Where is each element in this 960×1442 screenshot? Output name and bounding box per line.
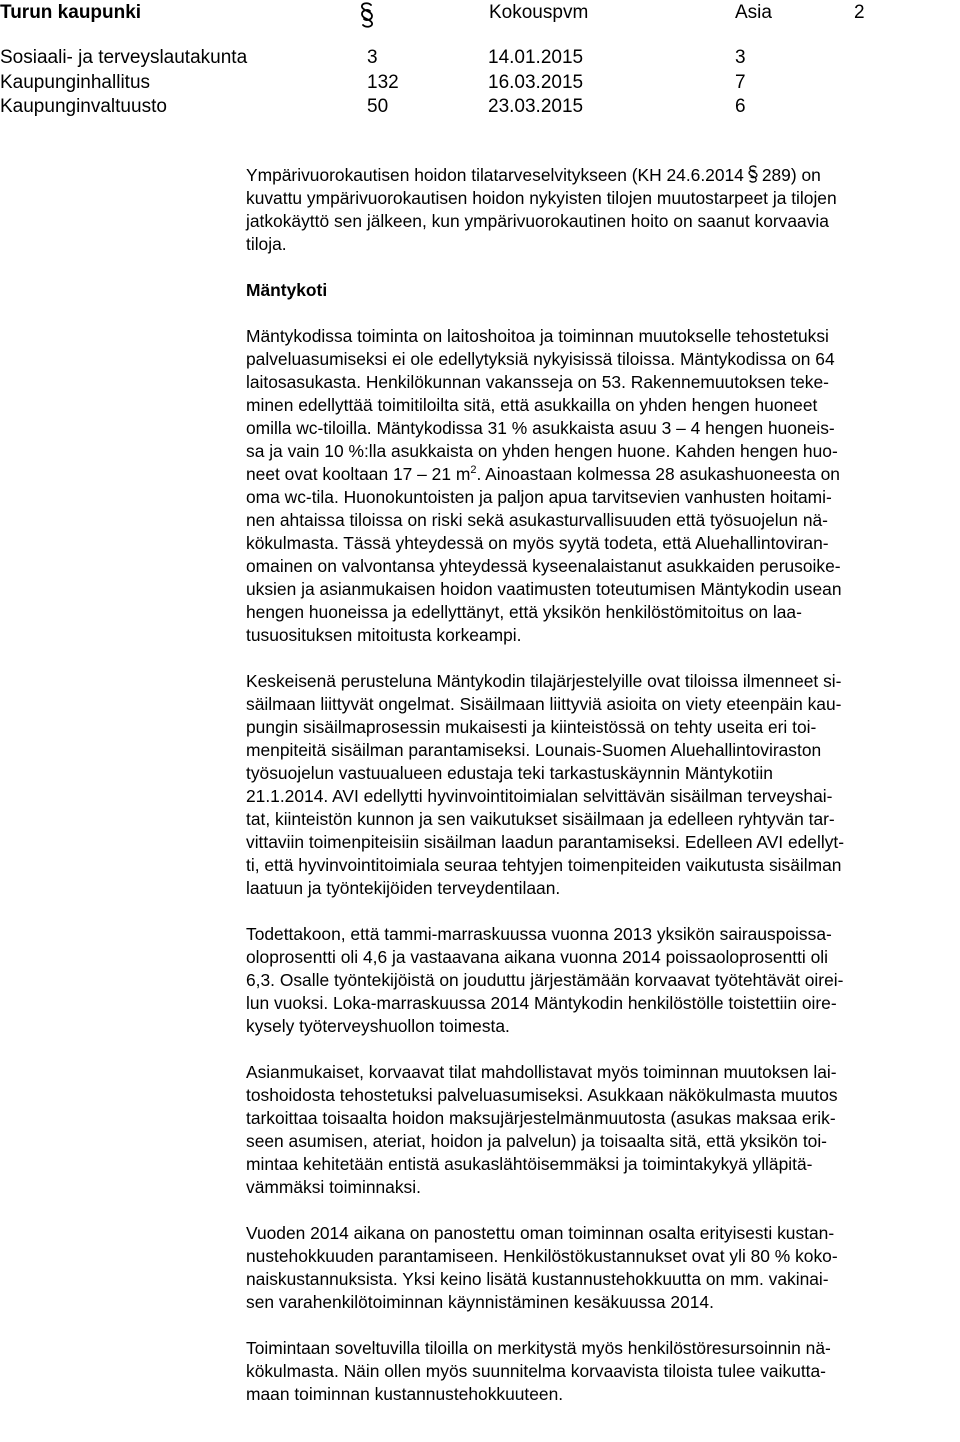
text-line: laatuun ja työntekijöiden terveydentilaan. (246, 878, 561, 898)
meeting-body: Sosiaali- ja terveyslautakunta (0, 47, 248, 68)
meeting-date-label: Kokouspvm (489, 2, 589, 23)
meeting-date: 16.03.2015 (488, 72, 584, 93)
meeting-date: 23.03.2015 (488, 96, 584, 117)
text-line: kökulmasta. Tässä yhteydessä on myös syytä todeta, että Aluehallintoviran- (246, 533, 829, 553)
text-line: kuvattu ympärivuorokautisen hoidon nykyisten tilojen muutostarpeet ja tilojen (246, 188, 837, 208)
text-line: laitosasukasta. Henkilökunnan vakansseja on 53. Rakennemuutoksen teke- (246, 372, 829, 392)
text-line: 21.1.2014. AVI edellytti hyvinvointitoimialan selvittävän sisäilman terveyshai- (246, 786, 833, 806)
paragraph (246, 670, 956, 900)
text-line: mintaa kehitetään entistä asukaslähtöisemmäksi ja toimintakykyä ylläpitä- (246, 1154, 813, 1174)
text-line: hengen huoneissa ja edellyttänyt, että yksikön henkilöstömitoitus on laa- (246, 602, 802, 622)
text-line: menpiteitä sisäilman parantamiseksi. Lounais-Suomen Aluehallintoviraston (246, 740, 822, 760)
text-line: Ympärivuorokautisen hoidon tilatarveselvitykseen (KH 24.6.2014 289) on (246, 165, 821, 185)
paragraph (246, 1061, 956, 1199)
paragraph (246, 325, 956, 647)
meeting-number: 3 (367, 47, 378, 68)
text-line: tarkoittaa toisaalta hoidon maksujärjestelmänmuutosta (asukas maksaa erik- (246, 1108, 836, 1128)
text-line: sen varahenkilötoiminnan käynnistäminen kesäkuussa 2014. (246, 1292, 714, 1312)
text-line: nen ahtaissa tiloissa on riski sekä asukasturvallisuuden että työsuojelun nä- (246, 510, 828, 530)
text-line: kökulmasta. Näin ollen myös suunnitelma korvaavista tiloista tulee vaikutta- (246, 1361, 826, 1381)
meeting-item: 6 (735, 96, 746, 117)
text-line: Vuoden 2014 aikana on panostettu oman toiminnan osalta erityisesti kustan- (246, 1223, 835, 1243)
document-body (246, 164, 956, 1406)
text-line: kysely työterveyshuollon toimesta. (246, 1016, 510, 1036)
superscript: 2 (470, 464, 477, 476)
text-line: seen asumisen, ateriat, hoidon ja palvelun) ja toisaalta sitä, että yksikön toi- (246, 1131, 827, 1151)
text-line: omilla wc-tiloilla. Mäntykodissa 31 % asukkaista asuu 3 – 4 hengen huoneis- (246, 418, 835, 438)
intro-paragraph (246, 164, 956, 256)
text-line: ti, että hyvinvointitoimiala seuraa tehtyjen toimenpiteiden vaikutusta sisäilman (246, 855, 842, 875)
text-line: omainen on valvontansa yhteydessä kyseenalaistanut asukkaiden perusoike- (246, 556, 841, 576)
text-line: oma wc-tila. Huonokuntoisten ja paljon apua tarvitsevien vanhusten hoitami- (246, 487, 832, 507)
text-line: tusuosituksen mitoitusta korkeampi. (246, 625, 522, 645)
text-line: nustehokkuuden parantamiseen. Henkilöstökustannukset ovat yli 80 % koko- (246, 1246, 838, 1266)
text-line: pungin sisäilmaprosessin mukaisesti ja kiinteistössä on tehty useita eri toi- (246, 717, 817, 737)
section-mark-icon (356, 2, 378, 28)
meeting-body: Kaupunginvaltuusto (0, 96, 167, 117)
organization-name: Turun kaupunki (0, 2, 142, 23)
section-mark-icon (747, 165, 759, 183)
text-line: neet ovat kooltaan 17 – 21 $m^2$. Ainoastaan kolmessa 28 asukashuoneesta on (246, 464, 840, 484)
text-line: työsuojelun vastuualueen edustaja teki tarkastuskäynnin Mäntykotiin (246, 763, 773, 783)
text-line: toshoidosta tehostetuksi palveluasumiseksi. Asukkaan näkökulmasta muutos (246, 1085, 838, 1105)
meeting-number: 50 (367, 96, 389, 117)
text-line: jatkokäyttö sen jälkeen, kun ympärivuorokautinen hoito on saanut korvaavia (246, 211, 829, 231)
text-line: naiskustannuksista. Yksi keino lisätä kustannustehokkuutta on mm. vakinai- (246, 1269, 829, 1289)
text-line: Todettakoon, että tammi-marraskuussa vuonna 2013 yksikön sairauspoissa- (246, 924, 832, 944)
text-line: Asianmukaiset, korvaavat tilat mahdollistavat myös toiminnan muutoksen lai- (246, 1062, 837, 1082)
meeting-item: 3 (735, 47, 746, 68)
meeting-body: Kaupunginhallitus (0, 72, 151, 93)
text-line: sa ja vain 10 %:lla asukkaista on yhden hengen huone. Kahden hengen huo- (246, 441, 838, 461)
text-line: maan toiminnan kustannustehokkuuteen. (246, 1384, 564, 1404)
text-line: säilmaan liittyvät ongelmat. Sisäilmaan liittyviä asioita on viety eteenpäin kau- (246, 694, 842, 714)
text-line: tiloja. (246, 234, 287, 254)
text-line: tat, kiinteistön kunnon ja sen vaikutukset sisäilmaan ja edelleen ryhtyvän tar- (246, 809, 835, 829)
meeting-date: 14.01.2015 (488, 47, 584, 68)
paragraph (246, 1222, 956, 1314)
text-line: Keskeisenä perusteluna Mäntykodin tilajärjestelyille ovat tiloissa ilmenneet si- (246, 671, 842, 691)
text-line: Mäntykodissa toiminta on laitoshoitoa ja toiminnan muutokselle tehostetuksi (246, 326, 829, 346)
paragraph (246, 923, 956, 1038)
section-heading: Mäntykoti (246, 280, 328, 300)
text-line: oloprosentti oli 4,6 ja vastaavana aikana vuonna 2014 poissaoloprosentti oli (246, 947, 829, 967)
item-label: Asia (735, 2, 772, 23)
paragraph (246, 1337, 956, 1406)
text-line: lun vuoksi. Loka-marraskuussa 2014 Mäntykodin henkilöstölle toistettiin oire- (246, 993, 837, 1013)
meeting-number: 132 (367, 72, 399, 93)
text-line: uksien ja asianmukaisen hoidon vaatimusten toteutumisen Mäntykodin usean (246, 579, 842, 599)
text-line: Toimintaan soveltuvilla tiloilla on merkitystä myös henkilöstöresursoinnin nä- (246, 1338, 831, 1358)
text-line: palveluasumiseksi ei ole edellytyksiä nykyisissä tiloissa. Mäntykodissa on 64 (246, 349, 835, 369)
meeting-item: 7 (735, 72, 746, 93)
text-line: 6,3. Osalle työntekijöistä on jouduttu järjestämään korvaavat työtehtävät oirei- (246, 970, 844, 990)
text-line: vittaviin toimenpiteisiin sisäilman laadun parantamiseksi. Edelleen AVI edellyt- (246, 832, 845, 852)
page-number: 2 (854, 2, 865, 23)
text-line: vämmäksi toiminnaksi. (246, 1177, 421, 1197)
text-line: minen edellyttää toimitiloilta sitä, että asukkailla on yhden hengen huoneet (246, 395, 818, 415)
